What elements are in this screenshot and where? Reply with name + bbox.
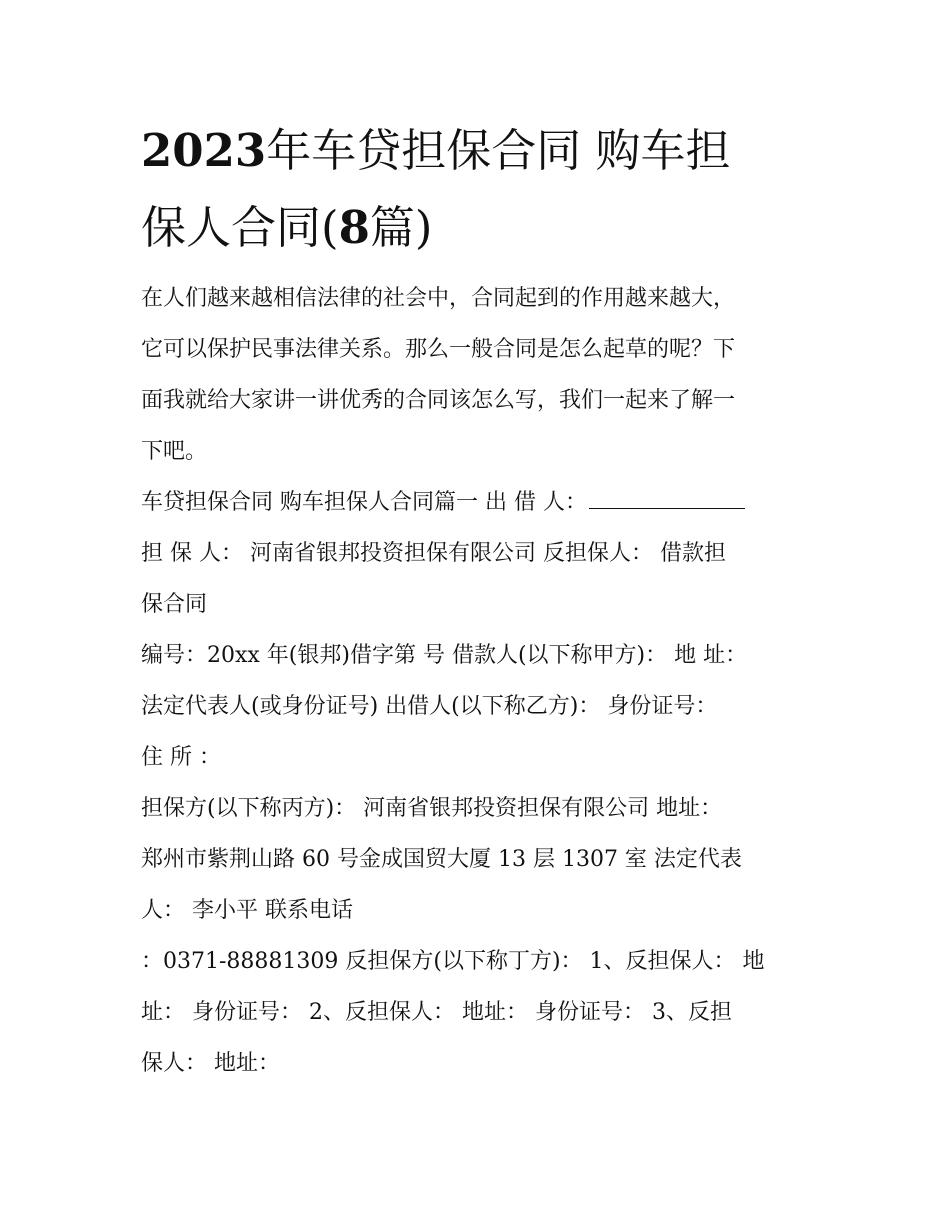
lender-blank-line — [589, 488, 745, 509]
paragraph-counter-guarantor — [141, 936, 813, 1089]
title-text-2: 保人合同( — [141, 201, 339, 254]
text-line: 担 保 人： 河南省银邦投资担保有限公司 反担保人： 借款担 — [141, 541, 726, 566]
paragraph-guarantor — [141, 783, 813, 936]
paragraph-parties — [141, 477, 813, 630]
text-line — [141, 477, 813, 528]
title-line-1 — [141, 112, 813, 189]
text-line: 保人： 地址： — [141, 1051, 280, 1076]
title-count: 8 — [338, 201, 370, 254]
text-line: 郑州市紫荆山路 60 号金成国贸大厦 13 层 1307 室 法定代表 — [141, 847, 742, 872]
text-line: 址： 身份证号： 2、反担保人： 地址： 身份证号： 3、反担 — [141, 1000, 732, 1025]
text-line: 人： 李小平 联系电话 — [141, 898, 353, 923]
document-title — [141, 112, 813, 266]
text-line: 住 所 ： — [141, 745, 221, 770]
text-line: 担保方(以下称丙方)： 河南省银邦投资担保有限公司 地址： — [141, 796, 723, 821]
title-text-1: 年车贷担保合同 购车担 — [266, 124, 731, 177]
text-line: ：0371-88881309 反担保方(以下称丁方)： 1、反担保人： 地 — [141, 949, 765, 974]
lender-label: 车贷担保合同 购车担保人合同篇一 出 借 人： — [141, 490, 587, 515]
paragraph-intro — [141, 273, 813, 477]
document-body — [141, 273, 813, 1089]
text-line: 法定代表人(或身份证号) 出借人(以下称乙方)： 身份证号： — [141, 694, 718, 719]
text-line: 它可以保护民事法律关系。那么一般合同是怎么起草的呢？下 — [141, 337, 736, 362]
title-year: 2023 — [141, 124, 267, 177]
paragraph-number — [141, 630, 813, 783]
document-page — [141, 112, 813, 1089]
text-line: 面我就给大家讲一讲优秀的合同该怎么写，我们一起来了解一 — [141, 388, 736, 413]
text-line: 下吧。 — [141, 439, 208, 464]
text-line: 保合同 — [141, 592, 208, 617]
title-text-3: 篇) — [369, 201, 433, 254]
title-line-2 — [141, 189, 813, 266]
text-line: 编号：20xx 年(银邦)借字第 号 借款人(以下称甲方)： 地 址： — [141, 643, 748, 668]
text-line: 在人们越来越相信法律的社会中，合同起到的作用越来越大， — [141, 286, 736, 311]
